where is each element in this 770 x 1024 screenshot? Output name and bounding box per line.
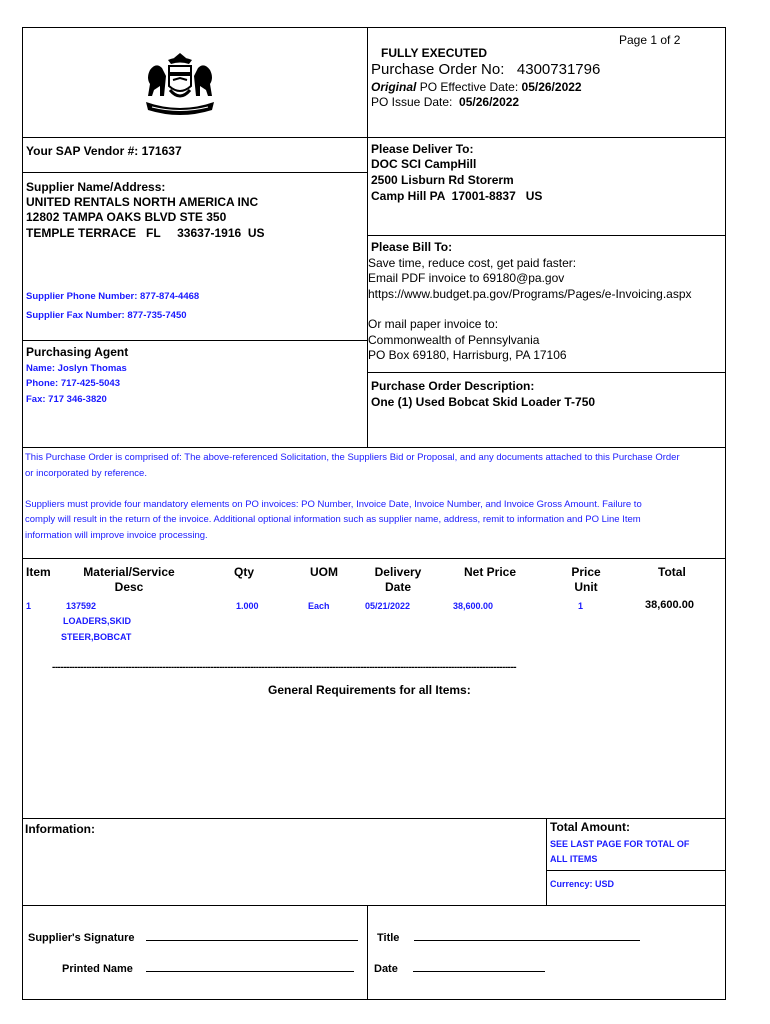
section-divider-4: [22, 905, 726, 906]
title-field[interactable]: [377, 930, 640, 944]
frame-bottom: [22, 999, 726, 1000]
total-vertical-divider: [546, 818, 547, 905]
total-note-line-1: SEE LAST PAGE FOR TOTAL OF: [550, 839, 690, 849]
total-note-line-2: ALL ITEMS: [550, 854, 598, 864]
commonwealth-seal: [140, 50, 220, 120]
col-material-header-line-2: Desc: [114, 580, 144, 594]
col-delivery-header-line-2: Date: [384, 580, 411, 594]
dashed-separator: --------------------------------------------------------------------------------------------------------------------------------------------------------------------: [52, 662, 517, 673]
note-1-line-2: or incorporated by reference.: [25, 468, 147, 479]
effective-date-label: PO Effective Date:: [419, 80, 519, 94]
bill-line-3: https://www.budget.pa.gov/Programs/Pages/e-Invoicing.aspx: [368, 287, 692, 301]
po-issue-date: [371, 95, 519, 109]
supplier-signature-label: Supplier's Signature: [28, 932, 135, 944]
section-divider-2: [22, 558, 726, 559]
row-uom: Each: [308, 601, 330, 611]
date-label: Date: [374, 963, 398, 975]
deliver-line-3: Camp Hill PA 17001-8837 US: [371, 189, 543, 203]
title-label: Title: [377, 932, 400, 944]
section-divider-1: [22, 447, 726, 448]
frame-right: [725, 27, 726, 1000]
currency-divider: [546, 870, 726, 871]
col-price-unit-header-line-1: Price: [571, 565, 601, 579]
header-vertical-divider: [367, 27, 368, 447]
agent-fax: Fax: 717 346-3820: [26, 394, 107, 405]
issue-date: 05/26/2022: [459, 95, 520, 109]
vendor-divider: [22, 172, 367, 173]
deliver-line-1: DOC SCI CampHill: [371, 157, 477, 171]
note-1-line-1: This Purchase Order is comprised of: The above-referenced Solicitation, the Suppliers Bid or Proposal, and any documents attached to this Purchase Order: [25, 452, 680, 463]
deliver-line-2: 2500 Lisburn Rd Storerm: [371, 173, 514, 187]
section-divider-3: [22, 818, 726, 819]
col-price-unit-header: [566, 565, 606, 594]
col-total-header: Total: [658, 565, 686, 579]
bill-line-5: Commonwealth of Pennsylvania: [368, 333, 540, 347]
supplier-city: TEMPLE TERRACE FL 33637-1916 US: [26, 226, 265, 240]
purchasing-agent-label: Purchasing Agent: [26, 345, 129, 359]
supplier-phone: Supplier Phone Number: 877-874-4468: [26, 291, 200, 302]
bill-line-2: Email PDF invoice to 69180@pa.gov: [368, 271, 565, 285]
bill-to-label: Please Bill To:: [371, 240, 453, 254]
date-field[interactable]: [374, 961, 545, 975]
col-delivery-header-line-1: Delivery: [374, 565, 422, 579]
page-number: Page 1 of 2: [619, 33, 681, 47]
row-delivery-date: 05/21/2022: [365, 601, 411, 611]
deliver-to-label: Please Deliver To:: [371, 142, 474, 156]
row-material-id: 137592: [66, 601, 97, 611]
col-uom-header: UOM: [310, 565, 338, 579]
deliver-divider: [367, 235, 726, 236]
supplier-address-label: Supplier Name/Address:: [26, 180, 166, 194]
bill-line-4: Or mail paper invoice to:: [368, 317, 499, 331]
issue-date-label: PO Issue Date:: [371, 95, 453, 109]
col-item-header: Item: [26, 565, 51, 579]
bill-divider: [367, 372, 726, 373]
po-number: 4300731796: [516, 61, 601, 78]
status-label: FULLY EXECUTED: [381, 46, 488, 60]
supplier-fax: Supplier Fax Number: 877-735-7450: [26, 310, 187, 321]
row-material-desc-2: STEER,BOBCAT: [61, 632, 132, 642]
information-label: Information:: [25, 822, 95, 836]
supplier-street: 12802 TAMPA OAKS BLVD STE 350: [26, 210, 227, 224]
agent-phone: Phone: 717-425-5043: [26, 378, 120, 389]
sap-vendor-number: Your SAP Vendor #: 171637: [26, 144, 182, 158]
general-requirements: General Requirements for all Items:: [268, 683, 471, 697]
bill-line-1: Save time, reduce cost, get paid faster:: [368, 256, 577, 270]
date-line[interactable]: [413, 961, 545, 972]
bill-line-6: PO Box 69180, Harrisburg, PA 17106: [368, 348, 567, 362]
col-material-header: [74, 565, 184, 594]
po-description: One (1) Used Bobcat Skid Loader T-750: [371, 395, 596, 409]
row-price-unit: 1: [578, 601, 584, 611]
po-description-label: Purchase Order Description:: [371, 379, 535, 393]
col-price-unit-header-line-2: Unit: [574, 580, 598, 594]
printed-name-label: Printed Name: [62, 963, 133, 975]
po-effective-date: [371, 80, 582, 94]
row-total: 38,600.00: [645, 599, 694, 611]
col-net-price-header: Net Price: [464, 565, 517, 579]
row-qty: 1.000: [236, 601, 259, 611]
header-bottom-line: [22, 137, 726, 138]
col-delivery-header: [368, 565, 428, 594]
col-qty-header: Qty: [234, 565, 255, 579]
agent-divider: [22, 340, 367, 341]
signature-vertical-divider: [367, 905, 368, 1000]
printed-name-line[interactable]: [146, 961, 354, 972]
effective-date: 05/26/2022: [521, 80, 582, 94]
supplier-signature-field[interactable]: [28, 930, 358, 944]
supplier-name: UNITED RENTALS NORTH AMERICA INC: [26, 195, 259, 209]
row-item: 1: [26, 601, 32, 611]
total-amount-label: Total Amount:: [550, 820, 630, 834]
note-2-line-3: information will improve invoice processing.: [25, 530, 208, 541]
row-material-desc-1: LOADERS,SKID: [63, 616, 132, 626]
supplier-signature-line[interactable]: [146, 930, 358, 941]
frame-top: [22, 27, 726, 28]
po-number-line: [371, 61, 600, 78]
note-2-line-1: Suppliers must provide four mandatory elements on PO invoices: PO Number, Invoice Date, Invoice Number, and Invoice Gross Amount. Failure to: [25, 499, 642, 510]
currency: Currency: USD: [550, 879, 615, 889]
row-net-price: 38,600.00: [453, 601, 494, 611]
original-label: Original: [371, 80, 417, 94]
agent-name: Name: Joslyn Thomas: [26, 363, 127, 374]
printed-name-field[interactable]: [62, 961, 354, 975]
col-material-header-line-1: Material/Service: [83, 565, 175, 579]
note-2-line-2: comply will result in the return of the invoice. Additional optional information such as supplier name, address, remit to information and PO Line Item: [25, 514, 641, 525]
title-line[interactable]: [414, 930, 640, 941]
po-number-label: Purchase Order No:: [371, 61, 505, 78]
